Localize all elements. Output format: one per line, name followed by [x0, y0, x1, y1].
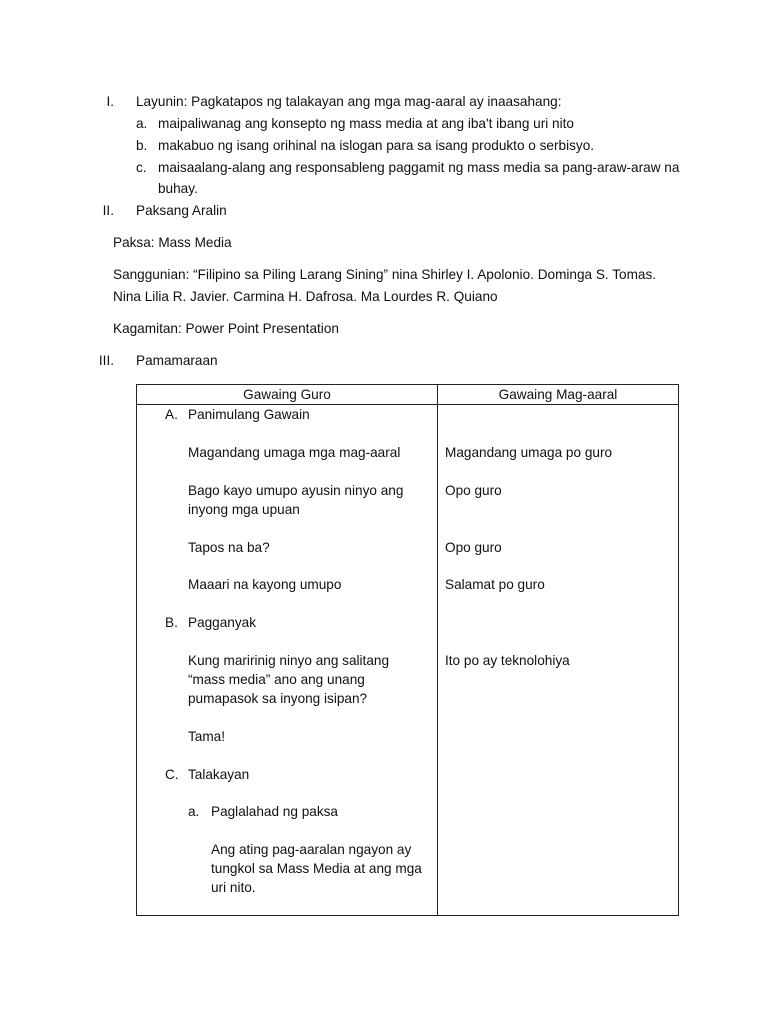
mag-aaral-column [438, 405, 679, 916]
mag-aaral-answer: Ito po ay teknolohiya [445, 653, 570, 668]
procedure-table [136, 384, 679, 916]
part-a-letter: A. [165, 407, 178, 422]
part-a-title: Panimulang Gawain [188, 407, 310, 422]
guro-correct: Tama! [188, 729, 226, 744]
objective-a-text: maipaliwanag ang konsepto ng mass media at ang iba't ibang uri nito [158, 116, 574, 131]
part-b-title: Pagganyak [188, 615, 257, 630]
objective-c-letter: c. [136, 160, 147, 175]
objective-c-text: maisaalang-alang ang responsableng paggamit ng mass media sa pang-araw-araw na [158, 160, 680, 175]
guro-sit-down: Maaari na kayong umupo [188, 577, 342, 592]
part-c-title: Talakayan [188, 767, 250, 782]
guro-topic-presentation: Ang ating pag-aaralan ngayon ay tungkol sa Mass Media at ang mga uri nito. [211, 842, 422, 895]
guro-done-question: Tapos na ba? [188, 540, 270, 555]
mag-aaral-greeting: Magandang umaga po guro [445, 445, 613, 460]
guro-greeting: Magandang umaga mga mag-aaral [188, 445, 401, 460]
part-b-letter: B. [165, 615, 178, 630]
objective-c-continuation: buhay. [158, 181, 198, 196]
section-2-numeral: II. [102, 203, 114, 218]
mag-aaral-thanks: Salamat po guro [445, 577, 545, 592]
sanggunian-line-1: Sanggunian: “Filipino sa Piling Larang Sining” nina Shirley I. Apolonio. Dominga S. Tomas. [113, 267, 657, 282]
header-gawaing-guro: Gawaing Guro [137, 385, 438, 405]
guro-column [137, 405, 438, 916]
section-2-heading: Paksang Aralin [136, 203, 227, 218]
sanggunian-line-2: Nina Lilia R. Javier. Carmina H. Dafrosa. Ma Lourdes R. Quiano [113, 289, 498, 304]
part-c-sub-title: Paglalahad ng paksa [211, 804, 338, 819]
header-gawaing-mag-aaral: Gawaing Mag-aaral [438, 385, 679, 405]
part-c-sub-letter: a. [188, 804, 200, 819]
objective-b-text: makabuo ng isang orihinal na islogan para sa isang produkto o serbisyo. [158, 138, 595, 153]
mag-aaral-reply-1: Opo guro [445, 483, 502, 498]
section-1-heading: Layunin: Pagkatapos ng talakayan ang mga mag-aaral ay inaasahang: [136, 94, 562, 109]
section-3-numeral: III. [98, 353, 114, 368]
objective-b-letter: b. [136, 138, 148, 153]
guro-motivation-question: Kung maririnig ninyo ang salitang “mass media” ano ang unang pumapasok sa inyong isipan? [188, 653, 390, 706]
kagamitan-line: Kagamitan: Power Point Presentation [113, 321, 339, 336]
section-3-heading: Pamamaraan [136, 353, 218, 368]
mag-aaral-reply-2: Opo guro [445, 540, 502, 555]
paksa-line: Paksa: Mass Media [113, 235, 232, 250]
objective-a-letter: a. [136, 116, 148, 131]
guro-arrange-chairs: Bago kayo umupo ayusin ninyo ang inyong mga upuan [188, 483, 404, 517]
part-c-letter: C. [165, 767, 179, 782]
section-1-numeral: I. [106, 94, 114, 109]
